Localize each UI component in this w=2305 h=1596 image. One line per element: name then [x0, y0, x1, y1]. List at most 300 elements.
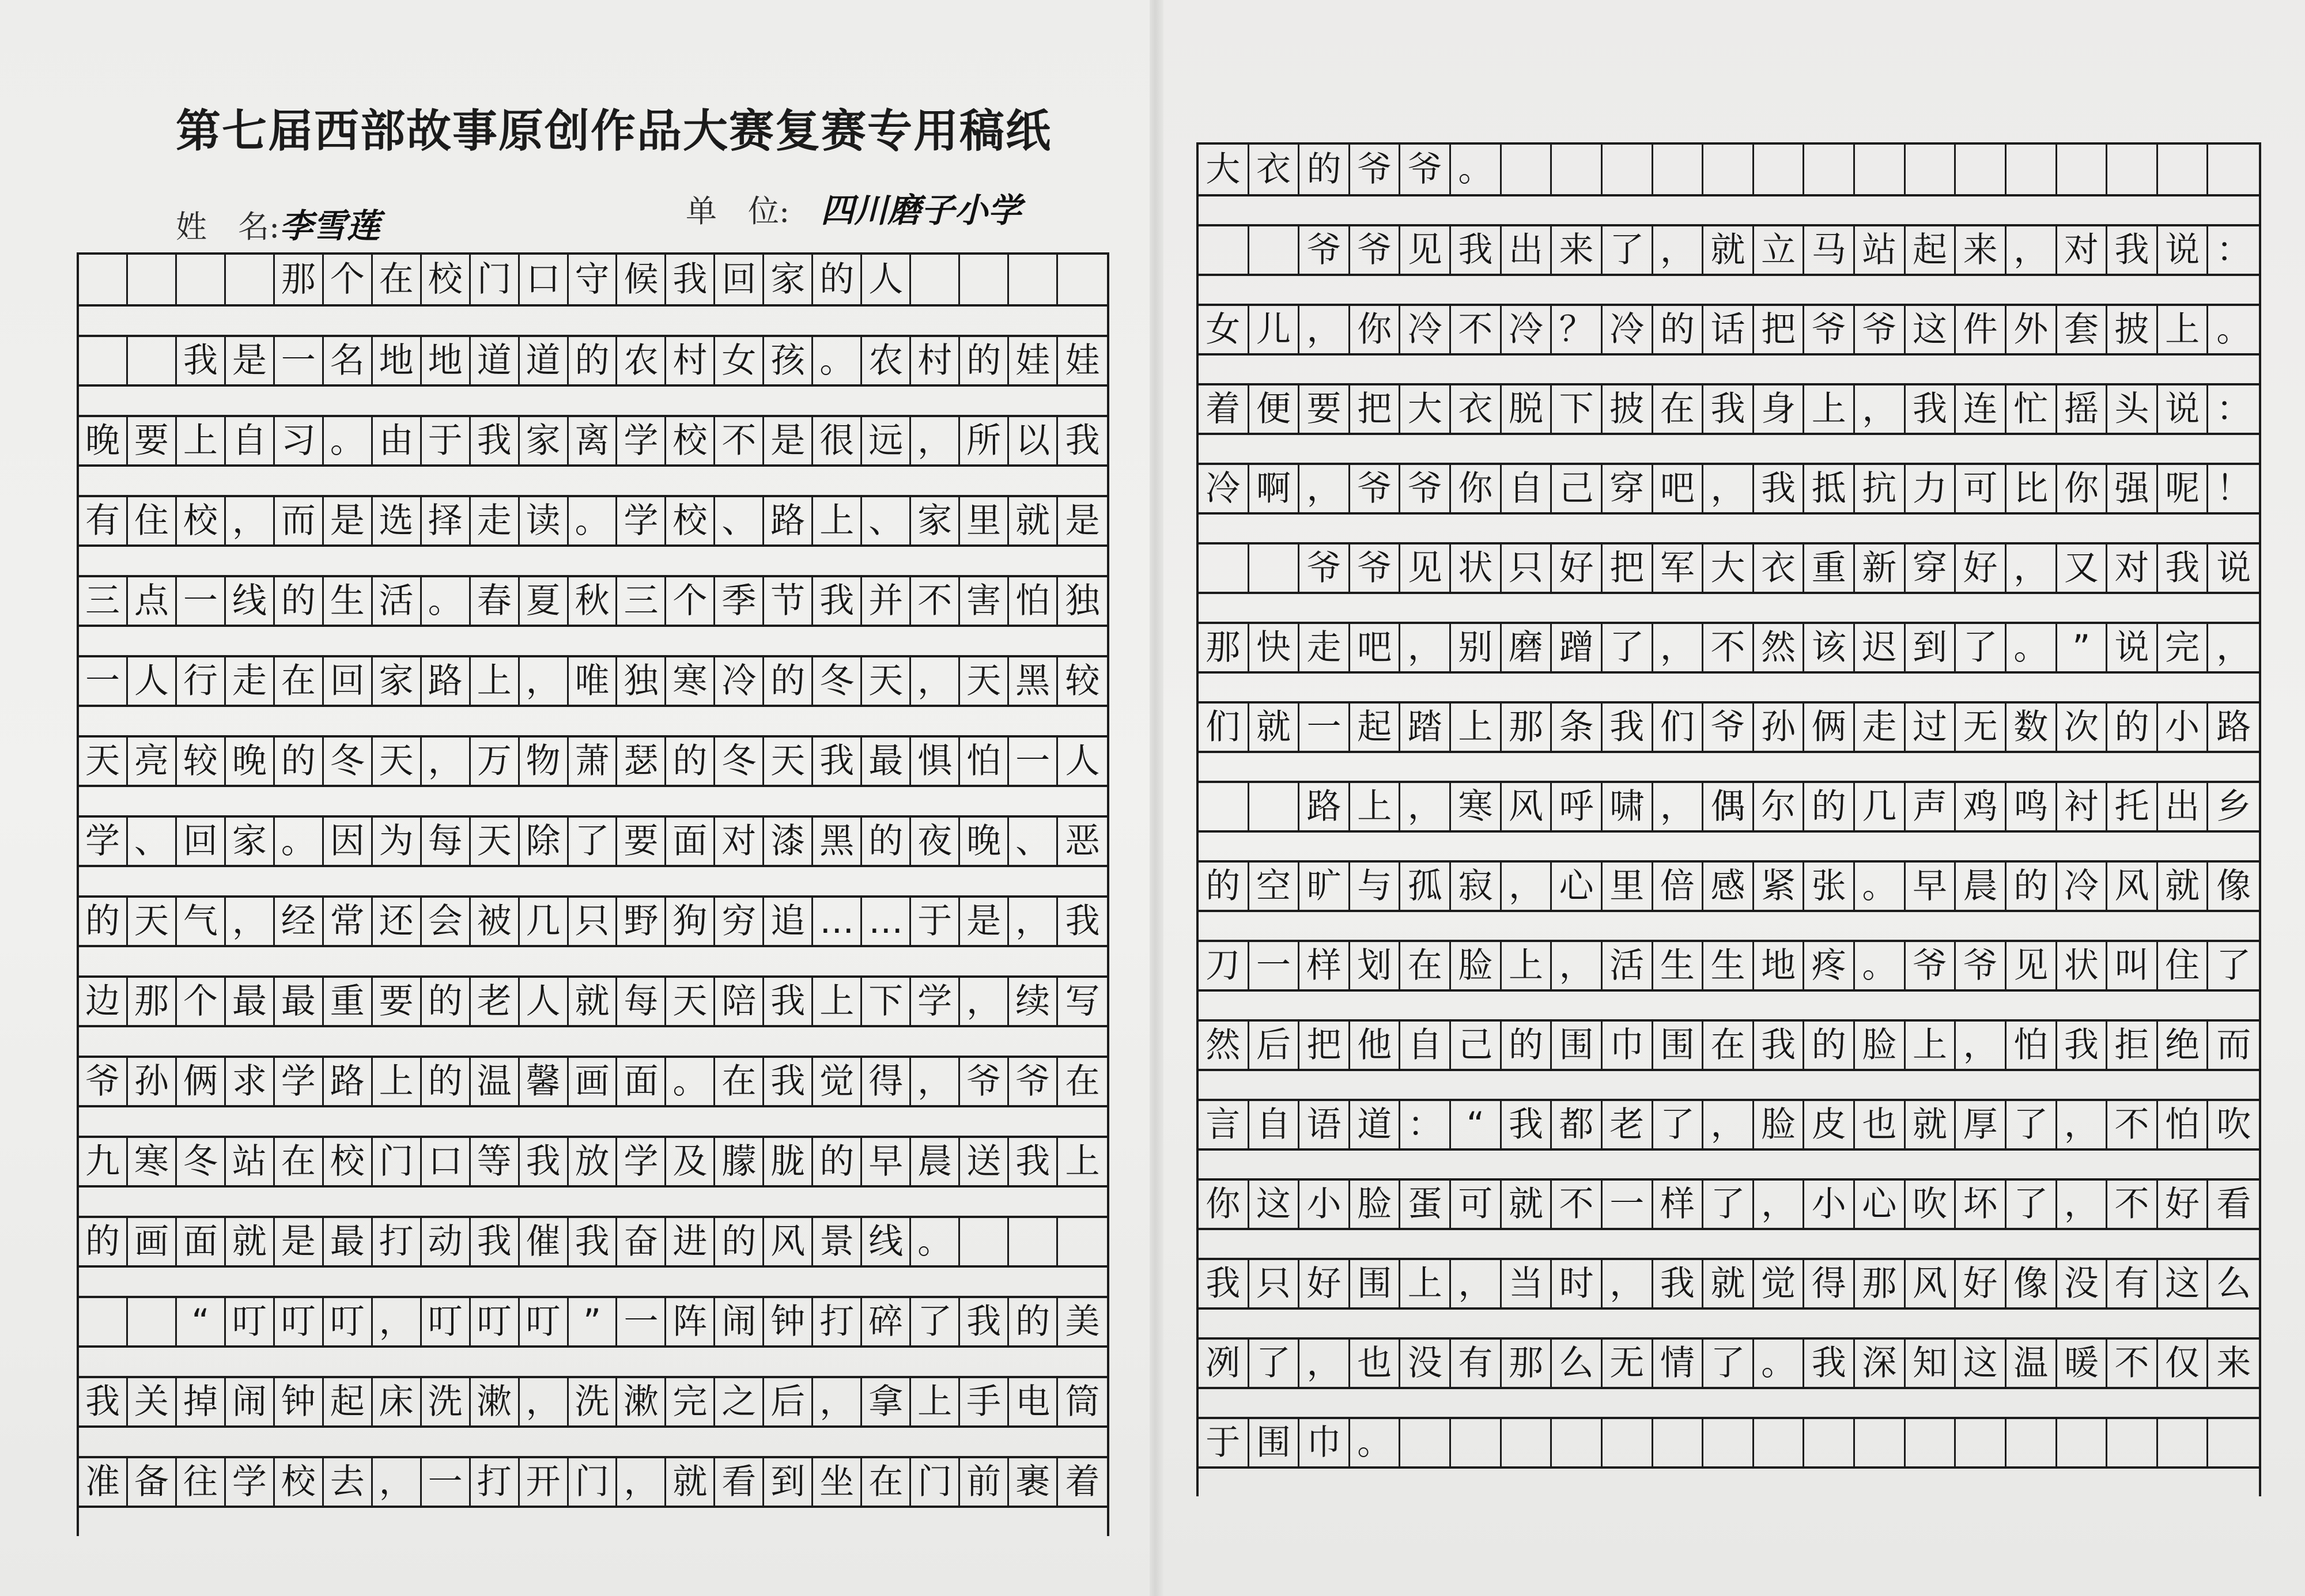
grid-cell: 校	[666, 417, 715, 464]
grid-cell: 校	[324, 1138, 373, 1185]
grid-cell: 不	[1451, 306, 1502, 353]
grid-row	[1199, 224, 2259, 276]
grid-cell: 得	[862, 1058, 911, 1105]
grid-cell: 的	[422, 1058, 471, 1105]
grid-cell: 。	[569, 497, 618, 544]
grid-cell: 闹	[715, 1298, 764, 1345]
grid-cell: 下	[862, 978, 911, 1025]
grid-cell: 离	[569, 417, 618, 464]
grid-cell: 大	[1703, 544, 1754, 592]
grid-cell: 家	[226, 818, 275, 865]
grid-cell: 走	[1299, 624, 1350, 671]
grid-cell: 女	[1199, 306, 1249, 353]
grid-cell: 感	[1703, 863, 1754, 910]
grid-cell: 寒	[128, 1138, 177, 1185]
grid-cell: 追	[764, 898, 813, 945]
grid-cell: 磨	[1502, 624, 1552, 671]
grid-cell: 校	[275, 1458, 324, 1506]
grid-cell: 围	[1653, 1022, 1704, 1069]
grid-cell: 晨	[911, 1138, 960, 1185]
grid-cell: 不	[1552, 1181, 1603, 1228]
grid-cell: 下	[1552, 385, 1603, 433]
grid-cell: 觉	[1754, 1260, 1805, 1307]
grid-cell: 只	[1249, 1260, 1300, 1307]
grid-cell: 起	[1906, 226, 1956, 274]
grid-cell	[128, 337, 177, 384]
grid-cell: 完	[2158, 624, 2209, 671]
grid-cell: 不	[2107, 1101, 2158, 1148]
grid-cell: 在	[373, 255, 422, 304]
grid-cell: 漆	[764, 818, 813, 865]
grid-cell: 。	[2216, 309, 2251, 350]
grid-cell: 心	[1552, 863, 1603, 910]
grid-cell: 像	[2216, 866, 2251, 906]
grid-cell: 那	[1855, 1260, 1906, 1307]
grid-cell	[1552, 1419, 1603, 1466]
grid-cell: 三	[79, 577, 128, 625]
grid-cell: 物	[520, 738, 569, 785]
grid-cell: 回	[324, 657, 373, 705]
grid-cell: 蹭	[1552, 624, 1603, 671]
grid-cell: 上	[1065, 1141, 1100, 1182]
grid-row	[79, 335, 1107, 387]
grid-cell: 外	[2007, 306, 2057, 353]
grid-cell: ，	[2057, 1181, 2108, 1228]
grid-cell: ，	[911, 417, 960, 464]
grid-cell: 一	[1603, 1181, 1653, 1228]
grid-cell: 画	[569, 1058, 618, 1105]
grid-cell: 一	[422, 1458, 471, 1506]
grid-cell: ，	[617, 1458, 666, 1506]
grid-cell: 马	[1804, 226, 1855, 274]
grid-cell: 围	[1552, 1022, 1603, 1069]
grid-cell: 可	[1956, 465, 2007, 512]
grid-cell: 来	[1956, 226, 2007, 274]
grid-cell: 连	[1956, 385, 2007, 433]
grid-cell: 。	[324, 417, 373, 464]
grid-cell: 关	[128, 1378, 177, 1425]
grid-cell: 重	[1804, 544, 1855, 592]
grid-cell: 家	[373, 657, 422, 705]
grid-cell: 节	[764, 577, 813, 625]
grid-cell: 上	[1502, 942, 1552, 989]
grid-cell: 催	[520, 1218, 569, 1265]
grid-cell: 前	[960, 1458, 1009, 1506]
grid-row	[1199, 1099, 2259, 1151]
grid-cell: 天	[666, 978, 715, 1025]
grid-cell: 走	[1855, 704, 1906, 751]
grid-cell: ，	[373, 1458, 422, 1506]
grid-row	[79, 1216, 1107, 1268]
grid-cell: 的	[275, 738, 324, 785]
grid-cell: 早	[862, 1138, 911, 1185]
grid-cell: 然	[1199, 1022, 1249, 1069]
grid-cell: 重	[324, 978, 373, 1025]
grid-cell: 最	[226, 978, 275, 1025]
grid-cell: 我	[1065, 901, 1100, 941]
grid-cell: 穿	[1906, 544, 1956, 592]
grid-cell: 去	[324, 1458, 373, 1506]
grid-cell: 力	[1906, 465, 1956, 512]
grid-cell: 家	[764, 255, 813, 304]
grid-cell: 几	[520, 898, 569, 945]
grid-cell: 好	[1956, 544, 2007, 592]
grid-cell: 走	[471, 497, 520, 544]
grid-cell: 。	[2007, 624, 2057, 671]
grid-cell: 家	[520, 417, 569, 464]
grid-cell	[1058, 1218, 1107, 1265]
grid-cell: 吧	[1653, 465, 1704, 512]
grid-cell: 我	[471, 417, 520, 464]
grid-cell: 像	[2007, 1260, 2057, 1307]
grid-cell: 军	[1653, 544, 1704, 592]
grid-cell: 冬	[715, 738, 764, 785]
grid-cell: 自	[1502, 465, 1552, 512]
grid-cell: 衣	[1451, 385, 1502, 433]
grid-cell: 动	[422, 1218, 471, 1265]
grid-cell: 我	[813, 738, 862, 785]
grid-cell: 晚	[79, 417, 128, 464]
grid-cell: 也	[1350, 1340, 1401, 1387]
grid-cell	[1058, 255, 1107, 304]
grid-cell: 上	[1804, 385, 1855, 433]
grid-row	[79, 815, 1107, 867]
grid-cell: 掉	[177, 1378, 226, 1425]
grid-cell: 大	[1199, 145, 1249, 194]
grid-cell: 后	[1249, 1022, 1300, 1069]
grid-cell: 。	[1855, 863, 1906, 910]
grid-cell: 爷	[79, 1058, 128, 1105]
grid-cell: 仅	[2158, 1340, 2209, 1387]
grid-cell: 了	[1703, 1181, 1754, 1228]
grid-cell: 画	[128, 1218, 177, 1265]
grid-cell: 于	[422, 417, 471, 464]
grid-cell: 较	[177, 738, 226, 785]
grid-cell: 冷	[1603, 306, 1653, 353]
grid-cell: 的	[1804, 1022, 1855, 1069]
grid-cell: 野	[617, 898, 666, 945]
grid-cell: 村	[911, 337, 960, 384]
grid-cell: 乡	[2216, 786, 2251, 827]
grid-cell: 个	[324, 255, 373, 304]
grid-cell: ，	[1299, 1340, 1350, 1387]
grid-cell: 住	[2158, 942, 2209, 989]
grid-cell: 上	[1451, 704, 1502, 751]
grid-cell: 亮	[128, 738, 177, 785]
grid-cell: 就	[569, 978, 618, 1025]
grid-row	[79, 1136, 1107, 1187]
grid-cell: 叫	[2107, 942, 2158, 989]
grid-cell: 筒	[1065, 1382, 1100, 1422]
grid-cell: 较	[1065, 661, 1100, 701]
grid-cell: 陪	[715, 978, 764, 1025]
grid-cell: 这	[1249, 1181, 1300, 1228]
grid-cell: 续	[1009, 978, 1058, 1025]
grid-cell: 学	[79, 818, 128, 865]
grid-cell: 围	[1249, 1419, 1300, 1466]
grid-cell: 的	[1299, 145, 1350, 194]
grid-cell: 言	[1199, 1101, 1249, 1148]
grid-cell: 就	[666, 1458, 715, 1506]
grid-cell: 的	[813, 255, 862, 304]
grid-cell: 黑	[813, 818, 862, 865]
grid-cell: 见	[2007, 942, 2057, 989]
grid-cell	[2057, 145, 2108, 194]
grid-cell: 万	[471, 738, 520, 785]
grid-cell: ，	[520, 657, 569, 705]
grid-cell: 站	[1855, 226, 1906, 274]
grid-cell: 脸	[1855, 1022, 1906, 1069]
grid-cell: 备	[128, 1458, 177, 1506]
grid-cell: ，	[1653, 783, 1704, 830]
grid-cell: 早	[1906, 863, 1956, 910]
grid-cell: 好	[1552, 544, 1603, 592]
grid-cell: ，	[1703, 1101, 1754, 1148]
grid-cell: 上	[1350, 783, 1401, 830]
grid-cell: 晚	[960, 818, 1009, 865]
grid-cell: 我	[1502, 1101, 1552, 1148]
grid-cell: 天	[128, 898, 177, 945]
grid-cell: ，	[911, 657, 960, 705]
grid-cell: 叮	[520, 1298, 569, 1345]
grid-cell: 天	[862, 657, 911, 705]
grid-cell: 了	[1653, 1101, 1704, 1148]
grid-cell	[79, 1298, 128, 1345]
grid-cell: 出	[1502, 226, 1552, 274]
grid-cell: 馨	[520, 1058, 569, 1105]
grid-cell: 了	[1249, 1340, 1300, 1387]
grid-cell: 。	[275, 818, 324, 865]
grid-cell: 娃	[1065, 341, 1100, 381]
grid-cell: 冬	[177, 1138, 226, 1185]
grid-cell: 。	[422, 577, 471, 625]
grid-cell: 、	[715, 497, 764, 544]
grid-cell: 里	[960, 497, 1009, 544]
grid-cell: 之	[715, 1378, 764, 1425]
grid-cell: ：	[2216, 389, 2251, 429]
grid-cell: 叮	[226, 1298, 275, 1345]
grid-cell: 尔	[1754, 783, 1805, 830]
grid-cell: 爷	[960, 1058, 1009, 1105]
grid-cell: 独	[617, 657, 666, 705]
grid-cell	[2208, 145, 2259, 194]
grid-cell	[1703, 145, 1754, 194]
left-manuscript-grid	[77, 252, 1109, 1536]
grid-cell: 样	[1653, 1181, 1704, 1228]
grid-row	[79, 1456, 1107, 1508]
grid-cell: 选	[373, 497, 422, 544]
grid-cell: ：	[1400, 1101, 1451, 1148]
grid-row	[1199, 463, 2259, 515]
grid-cell: 活	[373, 577, 422, 625]
grid-cell: 的	[275, 577, 324, 625]
grid-cell: 冬	[813, 657, 862, 705]
grid-cell: 的	[764, 657, 813, 705]
grid-cell: 时	[1552, 1260, 1603, 1307]
grid-cell: 秋	[569, 577, 618, 625]
grid-cell: 的	[2107, 704, 2158, 751]
grid-cell: 我	[764, 978, 813, 1025]
grid-cell: 进	[666, 1218, 715, 1265]
grid-cell: 那	[1502, 704, 1552, 751]
grid-cell: 疼	[1804, 942, 1855, 989]
grid-cell: ，	[1855, 385, 1906, 433]
grid-cell: 一	[1299, 704, 1350, 751]
grid-row	[1199, 781, 2259, 833]
grid-cell: 远	[862, 417, 911, 464]
grid-cell: 惧	[911, 738, 960, 785]
grid-cell: 了	[911, 1298, 960, 1345]
grid-cell: 着	[1065, 1462, 1100, 1502]
grid-cell: ，	[1400, 624, 1451, 671]
grid-cell: 了	[1956, 624, 2007, 671]
grid-row	[79, 415, 1107, 467]
grid-cell: ，	[226, 497, 275, 544]
name-value: 李雪莲	[279, 206, 380, 245]
grid-cell: 被	[471, 898, 520, 945]
grid-cell: 语	[1299, 1101, 1350, 1148]
grid-cell: 怕	[2007, 1022, 2057, 1069]
grid-cell: 蛋	[1400, 1181, 1451, 1228]
grid-cell: 小	[1299, 1181, 1350, 1228]
grid-cell: 上	[471, 657, 520, 705]
grid-row	[1199, 701, 2259, 753]
grid-cell: 冷	[2057, 863, 2108, 910]
grid-cell: 就	[226, 1218, 275, 1265]
unit-label: 单 位:	[686, 193, 790, 229]
grid-cell: 口	[422, 1138, 471, 1185]
grid-cell: ，	[2007, 226, 2057, 274]
grid-cell: 瑟	[617, 738, 666, 785]
grid-cell: 冷	[715, 657, 764, 705]
grid-cell: 我	[813, 577, 862, 625]
grid-cell: ，	[1451, 1260, 1502, 1307]
grid-cell: 人	[862, 255, 911, 304]
grid-cell: 风	[764, 1218, 813, 1265]
grid-cell: 见	[1400, 544, 1451, 592]
grid-cell: ，	[2007, 544, 2057, 592]
grid-cell: 及	[666, 1138, 715, 1185]
grid-cell: ，	[2057, 1101, 2108, 1148]
grid-cell: 状	[1451, 544, 1502, 592]
grid-cell	[1754, 145, 1805, 194]
grid-cell: 这	[2158, 1260, 2209, 1307]
grid-cell: 上	[911, 1378, 960, 1425]
grid-cell: 晨	[1956, 863, 2007, 910]
grid-cell: 的	[1199, 863, 1249, 910]
grid-cell: 会	[422, 898, 471, 945]
grid-cell: 候	[617, 255, 666, 304]
grid-cell: 我	[1653, 1260, 1704, 1307]
grid-cell: 农	[617, 337, 666, 384]
grid-cell: 就	[2158, 863, 2209, 910]
grid-cell: 打	[471, 1458, 520, 1506]
grid-cell: 人	[520, 978, 569, 1025]
grid-cell: ”	[2057, 624, 2108, 671]
grid-cell: 我	[520, 1138, 569, 1185]
grid-cell: 脱	[1502, 385, 1552, 433]
grid-cell: 闹	[226, 1378, 275, 1425]
grid-cell: 把	[1754, 306, 1805, 353]
grid-cell	[1249, 544, 1300, 592]
grid-cell: 巾	[1299, 1419, 1350, 1466]
grid-cell: 了	[1603, 624, 1653, 671]
grid-cell: 你	[1350, 306, 1401, 353]
grid-cell: 有	[79, 497, 128, 544]
grid-cell: 名	[324, 337, 373, 384]
grid-cell: 吹	[2216, 1105, 2251, 1145]
grid-row	[1199, 1417, 2259, 1469]
grid-cell: 打	[813, 1298, 862, 1345]
grid-cell	[1199, 783, 1249, 830]
grid-cell: 呢	[2158, 465, 2209, 512]
grid-cell: 鸡	[1956, 783, 2007, 830]
grid-cell: 大	[1400, 385, 1451, 433]
grid-cell: 爷	[1400, 465, 1451, 512]
grid-cell: 天	[79, 738, 128, 785]
grid-cell	[1009, 255, 1058, 304]
grid-cell: 们	[1653, 704, 1704, 751]
grid-cell: 口	[520, 255, 569, 304]
grid-cell: 然	[1754, 624, 1805, 671]
grid-cell: 冷	[1502, 306, 1552, 353]
grid-cell: 披	[2107, 306, 2158, 353]
grid-cell: 九	[79, 1138, 128, 1185]
grid-cell: 除	[520, 818, 569, 865]
grid-cell: 路	[324, 1058, 373, 1105]
grid-cell: 快	[1249, 624, 1300, 671]
grid-cell: 身	[1754, 385, 1805, 433]
grid-cell: 我	[1703, 385, 1754, 433]
grid-cell: 因	[324, 818, 373, 865]
grid-cell: 绝	[2158, 1022, 2209, 1069]
grid-cell: ？	[1552, 306, 1603, 353]
grid-cell: 头	[2107, 385, 2158, 433]
grid-cell: 地	[422, 337, 471, 384]
grid-cell: 看	[715, 1458, 764, 1506]
grid-cell: 了	[2007, 1181, 2057, 1228]
grid-cell: 最	[324, 1218, 373, 1265]
grid-cell: 我	[1754, 465, 1805, 512]
grid-cell: ！	[2216, 468, 2251, 509]
grid-row	[1199, 1019, 2259, 1071]
grid-cell: 样	[1299, 942, 1350, 989]
grid-cell	[177, 255, 226, 304]
grid-cell: 由	[373, 417, 422, 464]
grid-cell: 校	[422, 255, 471, 304]
grid-cell: 啊	[1249, 465, 1300, 512]
grid-cell: 于	[1199, 1419, 1249, 1466]
grid-row	[79, 895, 1107, 947]
grid-cell: 上	[177, 417, 226, 464]
grid-cell: 一	[617, 1298, 666, 1345]
grid-cell: 我	[2107, 226, 2158, 274]
grid-cell	[1199, 544, 1249, 592]
grid-cell: 不	[911, 577, 960, 625]
grid-cell: ，	[373, 1298, 422, 1345]
grid-cell: 说	[2216, 548, 2251, 588]
grid-cell: 出	[2158, 783, 2209, 830]
grid-cell	[1249, 226, 1300, 274]
grid-row	[79, 735, 1107, 787]
grid-row	[1199, 622, 2259, 674]
grid-cell: 的	[666, 738, 715, 785]
grid-cell: 狗	[666, 898, 715, 945]
grid-cell: 面	[177, 1218, 226, 1265]
grid-cell: 钟	[764, 1298, 813, 1345]
grid-cell: 地	[1754, 942, 1805, 989]
grid-cell: 吧	[1350, 624, 1401, 671]
